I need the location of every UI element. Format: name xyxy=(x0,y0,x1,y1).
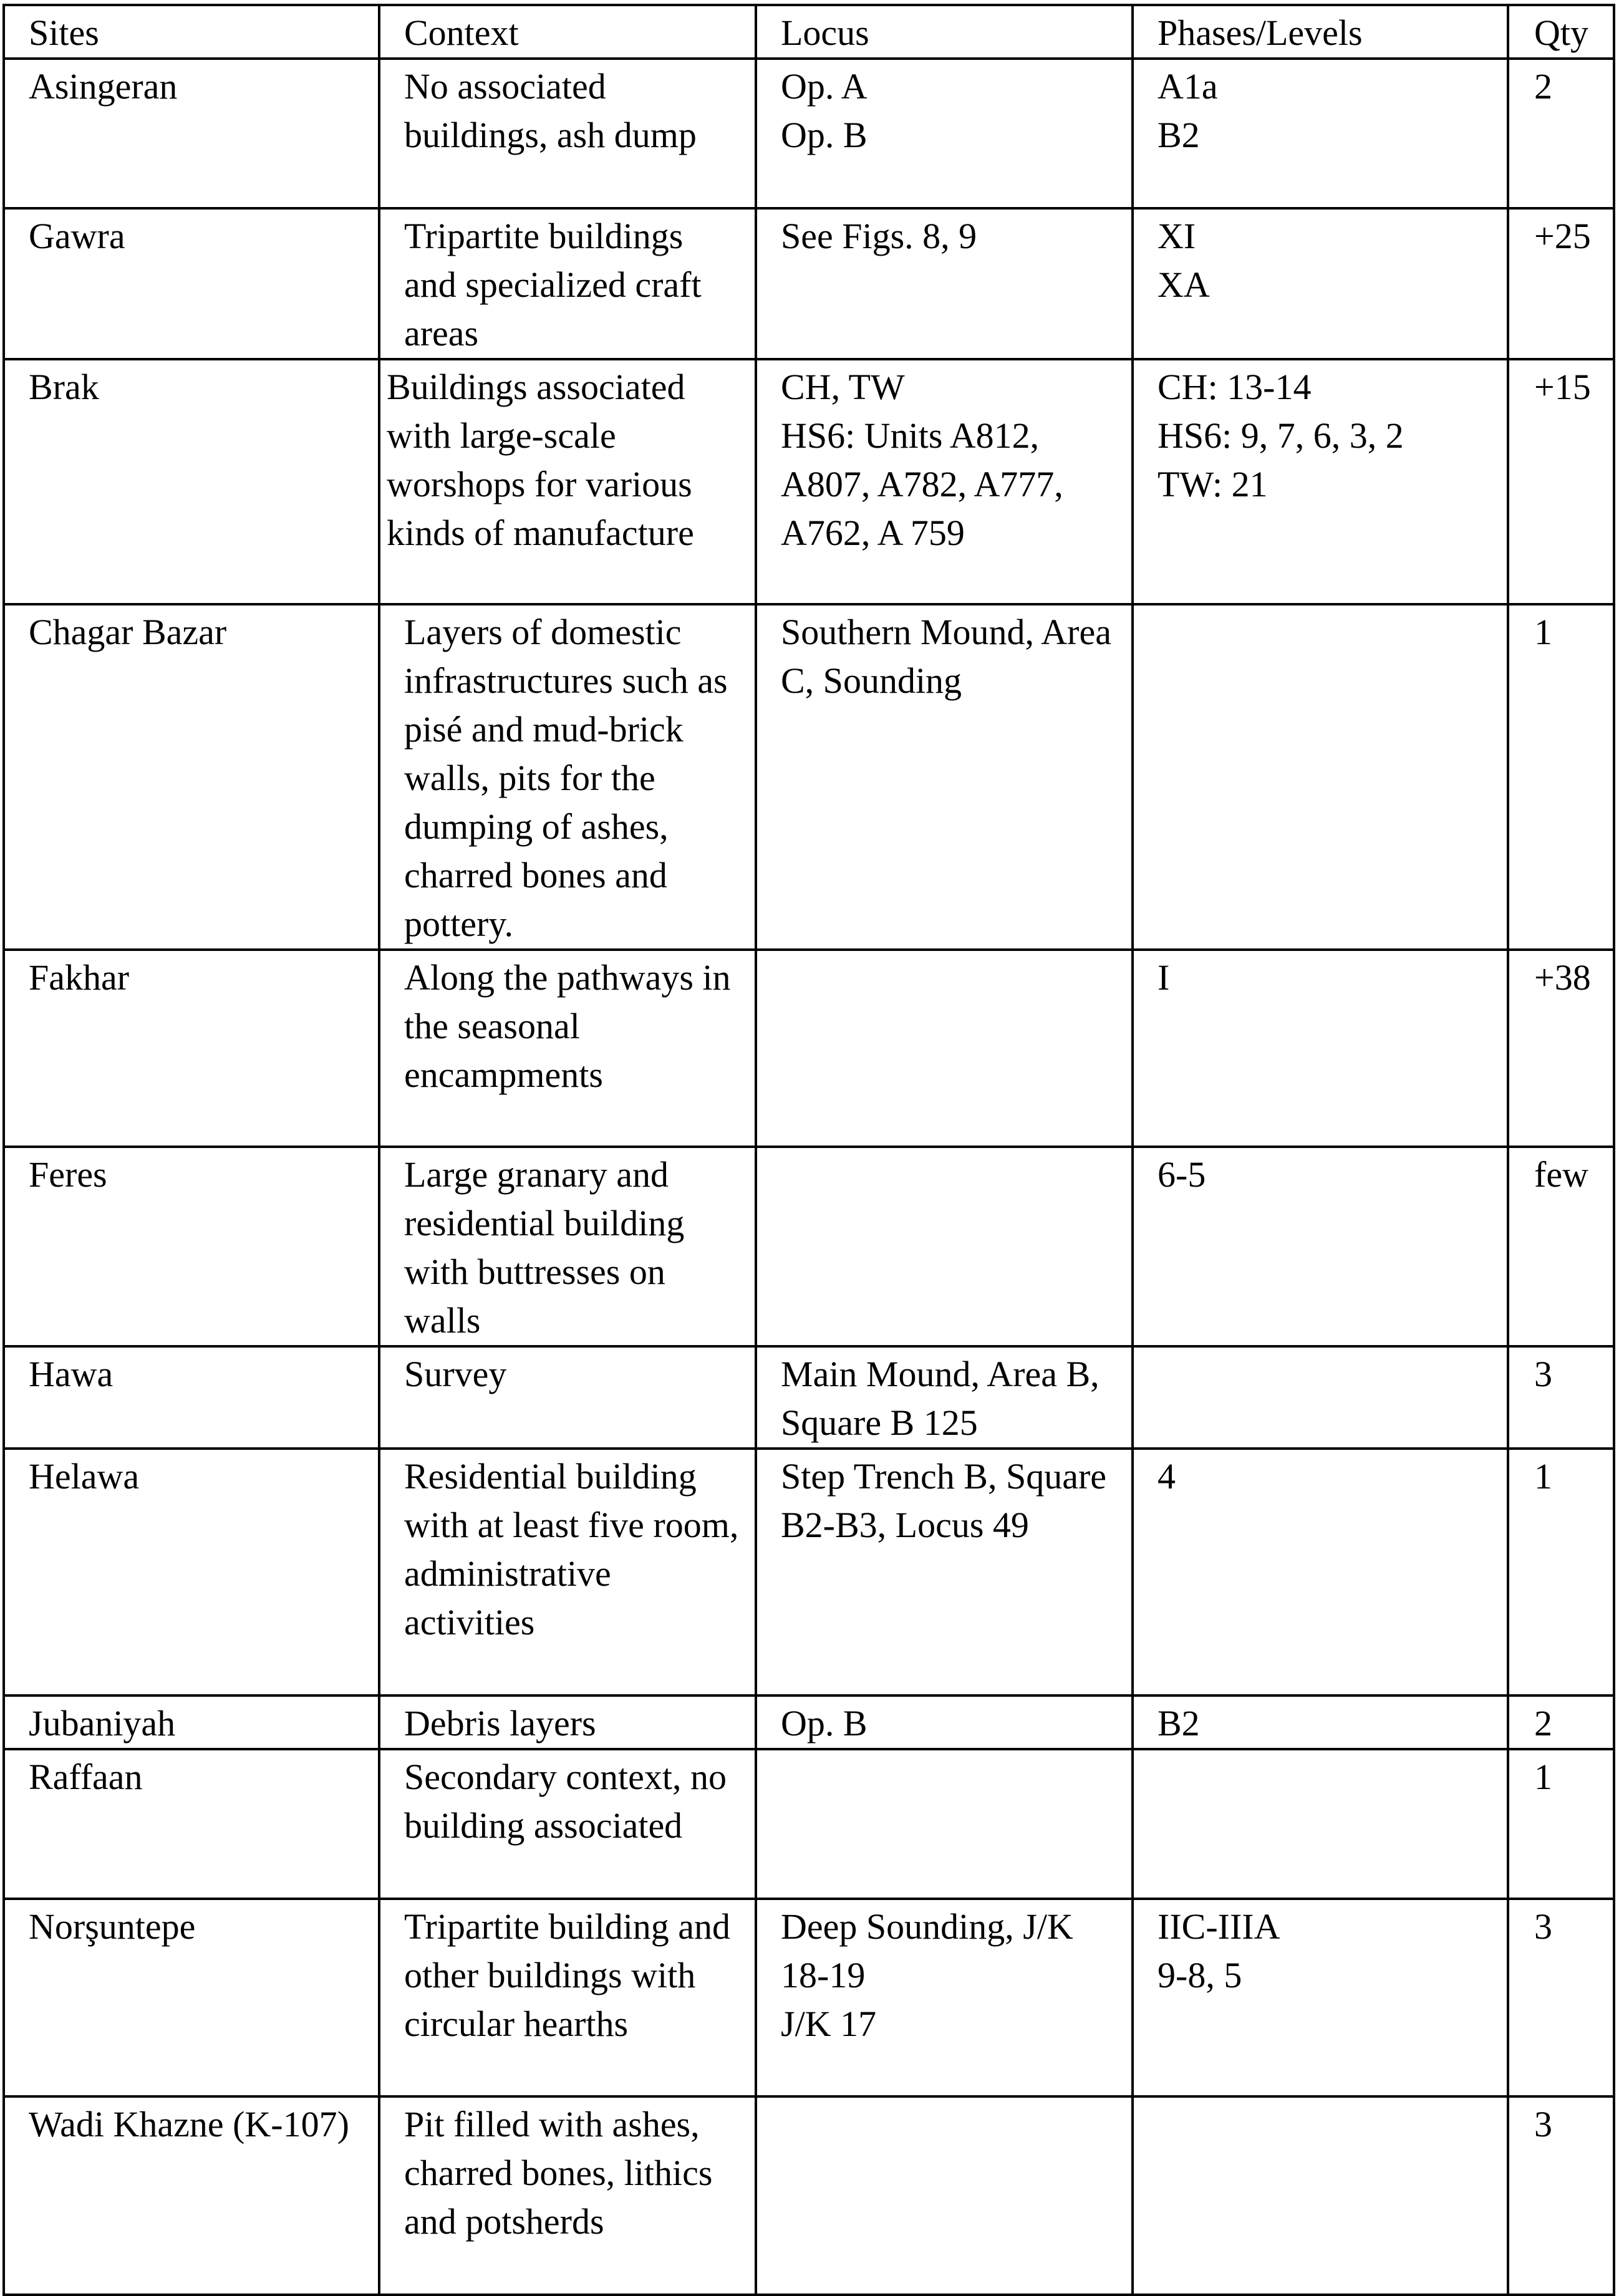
cell-phases: XI XA xyxy=(1133,208,1508,359)
table-row xyxy=(4,1147,1614,1346)
cell-phases: A1a B2 xyxy=(1133,59,1508,208)
cell-locus: Step Trench B, Square B2-B3, Locus 49 xyxy=(756,1449,1133,1695)
header-qty: Qty xyxy=(1508,5,1614,59)
table-row xyxy=(4,950,1614,1147)
table-row xyxy=(4,1449,1614,1695)
cell-qty: few xyxy=(1508,1147,1614,1346)
table-row xyxy=(4,1695,1614,1749)
cell-site: Wadi Khazne (K-107) xyxy=(4,2096,379,2295)
cell-context: Secondary context, no building associated xyxy=(379,1749,756,1899)
cell-context: Along the pathways in the seasonal encampments xyxy=(379,950,756,1147)
cell-context: Layers of domestic infrastructures such as pisé and mud-brick walls, pits for the dumping of ashes, charred bones and pottery. xyxy=(379,604,756,950)
cell-phases: B2 xyxy=(1133,1695,1508,1749)
cell-locus xyxy=(756,950,1133,1147)
cell-locus: CH, TW HS6: Units A812, A807, A782, A777, A762, A 759 xyxy=(756,359,1133,604)
cell-phases: CH: 13-14 HS6: 9, 7, 6, 3, 2 TW: 21 xyxy=(1133,359,1508,604)
cell-qty: 1 xyxy=(1508,1449,1614,1695)
table-row xyxy=(4,604,1614,950)
cell-context: Buildings associated with large-scale worshops for various kinds of manufacture xyxy=(379,359,756,604)
table-row xyxy=(4,2096,1614,2295)
cell-context: Tripartite building and other buildings with circular hearths xyxy=(379,1899,756,2096)
cell-context: Pit filled with ashes, charred bones, lithics and potsherds xyxy=(379,2096,756,2295)
cell-phases: 6-5 xyxy=(1133,1147,1508,1346)
cell-phases xyxy=(1133,2096,1508,2295)
cell-qty: 1 xyxy=(1508,1749,1614,1899)
cell-site: Norşuntepe xyxy=(4,1899,379,2096)
cell-site: Chagar Bazar xyxy=(4,604,379,950)
cell-context: Residential building with at least five room, administrative activities xyxy=(379,1449,756,1695)
table-row xyxy=(4,59,1614,208)
header-row xyxy=(4,5,1614,59)
cell-context: Survey xyxy=(379,1346,756,1449)
cell-context: Large granary and residential building with buttresses on walls xyxy=(379,1147,756,1346)
cell-site: Helawa xyxy=(4,1449,379,1695)
cell-qty: 3 xyxy=(1508,1346,1614,1449)
table-row xyxy=(4,208,1614,359)
cell-locus: Main Mound, Area B, Square B 125 xyxy=(756,1346,1133,1449)
cell-locus xyxy=(756,1749,1133,1899)
table-row xyxy=(4,359,1614,604)
cell-locus: Deep Sounding, J/K 18-19 J/K 17 xyxy=(756,1899,1133,2096)
cell-qty: +38 xyxy=(1508,950,1614,1147)
cell-site: Feres xyxy=(4,1147,379,1346)
cell-context: Debris layers xyxy=(379,1695,756,1749)
cell-context: Tripartite buildings and specialized craft areas xyxy=(379,208,756,359)
table-row xyxy=(4,1749,1614,1899)
cell-qty: 3 xyxy=(1508,2096,1614,2295)
table-row xyxy=(4,1346,1614,1449)
cell-qty: +25 xyxy=(1508,208,1614,359)
cell-site: Hawa xyxy=(4,1346,379,1449)
cell-locus: Op. A Op. B xyxy=(756,59,1133,208)
cell-site: Brak xyxy=(4,359,379,604)
cell-locus xyxy=(756,1147,1133,1346)
cell-locus: See Figs. 8, 9 xyxy=(756,208,1133,359)
cell-site: Gawra xyxy=(4,208,379,359)
cell-site: Asingeran xyxy=(4,59,379,208)
table-row xyxy=(4,1899,1614,2096)
cell-phases: I xyxy=(1133,950,1508,1147)
cell-site: Fakhar xyxy=(4,950,379,1147)
cell-locus xyxy=(756,2096,1133,2295)
cell-qty: 2 xyxy=(1508,1695,1614,1749)
cell-phases xyxy=(1133,1749,1508,1899)
cell-qty: 2 xyxy=(1508,59,1614,208)
cell-phases: 4 xyxy=(1133,1449,1508,1695)
header-context: Context xyxy=(379,5,756,59)
sites-table xyxy=(2,4,1615,2296)
cell-site: Jubaniyah xyxy=(4,1695,379,1749)
cell-locus: Op. B xyxy=(756,1695,1133,1749)
cell-context: No associated buildings, ash dump xyxy=(379,59,756,208)
cell-qty: 1 xyxy=(1508,604,1614,950)
header-sites: Sites xyxy=(4,5,379,59)
cell-locus: Southern Mound, Area C, Sounding xyxy=(756,604,1133,950)
cell-qty: 3 xyxy=(1508,1899,1614,2096)
cell-qty: +15 xyxy=(1508,359,1614,604)
header-phases-levels: Phases/Levels xyxy=(1133,5,1508,59)
cell-site: Raffaan xyxy=(4,1749,379,1899)
cell-phases xyxy=(1133,604,1508,950)
cell-phases xyxy=(1133,1346,1508,1449)
header-locus: Locus xyxy=(756,5,1133,59)
cell-phases: IIC-IIIA 9-8, 5 xyxy=(1133,1899,1508,2096)
